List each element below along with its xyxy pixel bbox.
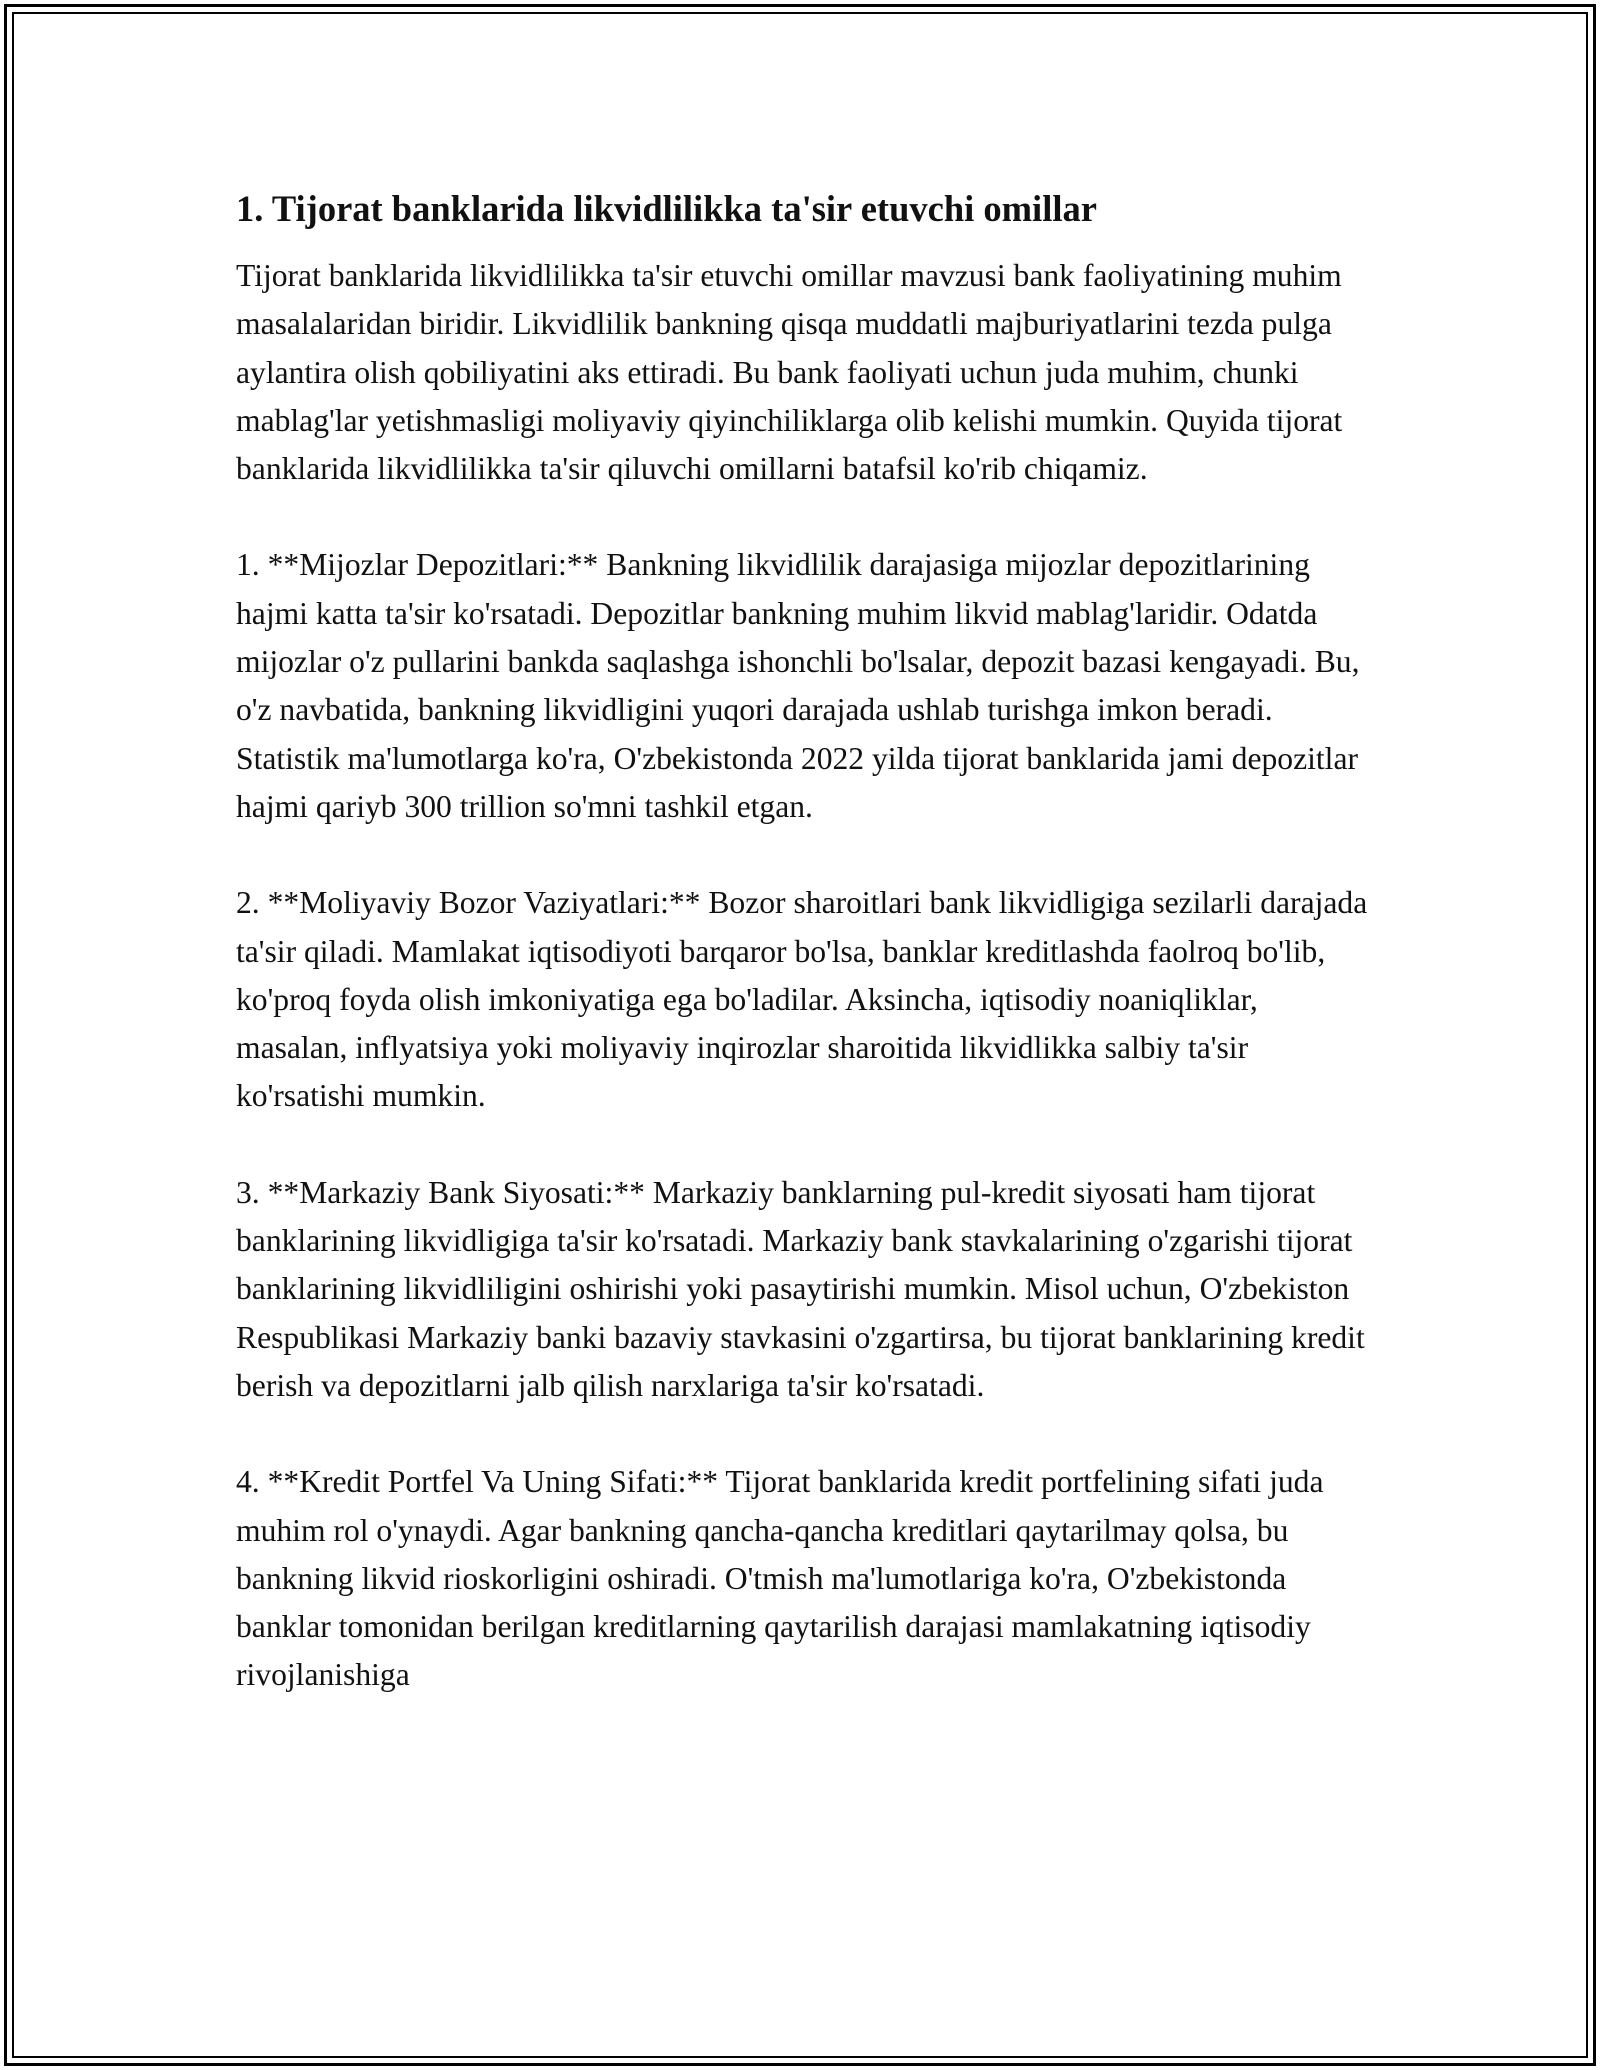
intro-paragraph: Tijorat banklarida likvidlilikka ta'sir etuvchi omillar mavzusi bank faoliyatining muhim masalalaridan biridir. Likvidlilik bankning qisqa muddatli majburiyatlarini tezda pulga aylantira olish qobiliyatini aks ettiradi. Bu bank faoliyati uchun juda muhim, chunki mablag'lar yetishmasligi moliyaviy qiyinchiliklarga olib kelishi mumkin. Quyida tijorat banklarida likvidlilikka ta'sir qiluvchi omillarni batafsil ko'rib chiqamiz.	[236, 258, 1343, 487]
document-title: 1. Tijorat banklarida likvidlilikka ta'sir etuvchi omillar	[236, 188, 1097, 229]
paragraph-moliyaviy-bozor: 2. **Moliyaviy Bozor Vaziyatlari:** Bozor sharoitlari bank likvidligiga sezilarli darajada ta'sir qiladi. Mamlakat iqtisodiyoti barqaror bo'lsa, banklar kreditlashda faolroq bo'lib, ko'proq foyda olish imkoniyatiga ega bo'ladilar. Aksincha, iqtisodiy noaniqliklar, masalan, inflyatsiya yoki moliyaviy inqirozlar sharoitida likvidlikka salbiy ta'sir ko'rsatishi mumkin.	[236, 885, 1368, 1114]
paragraph-mijozlar-depozitlari: 1. **Mijozlar Depozitlari:** Bankning likvidlilik darajasiga mijozlar depozitlarining hajmi katta ta'sir ko'rsatadi. Depozitlar bankning muhim likvid mablag'laridir. Odatda mijozlar o'z pullarini bankda saqlashga ishonchli bo'lsalar, depozit bazasi kengayadi. Bu, o'z navbatida, bankning likvidligini yuqori darajada ushlab turishga imkon beradi. Statistik ma'lumotlarga ko'ra, O'zbekistonda 2022 yilda tijorat banklarida jami depozitlar hajmi qariyb 300 trillion so'mni tashkil etgan.	[236, 547, 1360, 824]
paragraph-kredit-portfel: 4. **Kredit Portfel Va Uning Sifati:** Tijorat banklarida kredit portfelining sifati juda muhim rol o'ynaydi. Agar bankning qancha-qancha kreditlari qaytarilmay qolsa, bu bankning likvid rioskorligini oshiradi. O'tmish ma'lumotlariga ko'ra, O'zbekistonda banklar tomonidan berilgan kreditlarning qaytarilish darajasi mamlakatning iqtisodiy rivojlanishiga	[236, 1464, 1324, 1693]
paragraph-markaziy-bank: 3. **Markaziy Bank Siyosati:** Markaziy banklarning pul-kredit siyosati ham tijorat banklarining likvidligiga ta'sir ko'rsatadi. Markaziy bank stavkalarining o'zgarishi tijorat banklarining likvidliligini oshirishi yoki pasaytirishi mumkin. Misol uchun, O'zbekiston Respublikasi Markaziy banki bazaviy stavkasini o'zgartirsa, bu tijorat banklarining kredit berish va depozitlarni jalb qilish narxlariga ta'sir ko'rsatadi.	[236, 1174, 1365, 1403]
document-body	[236, 186, 1376, 1700]
